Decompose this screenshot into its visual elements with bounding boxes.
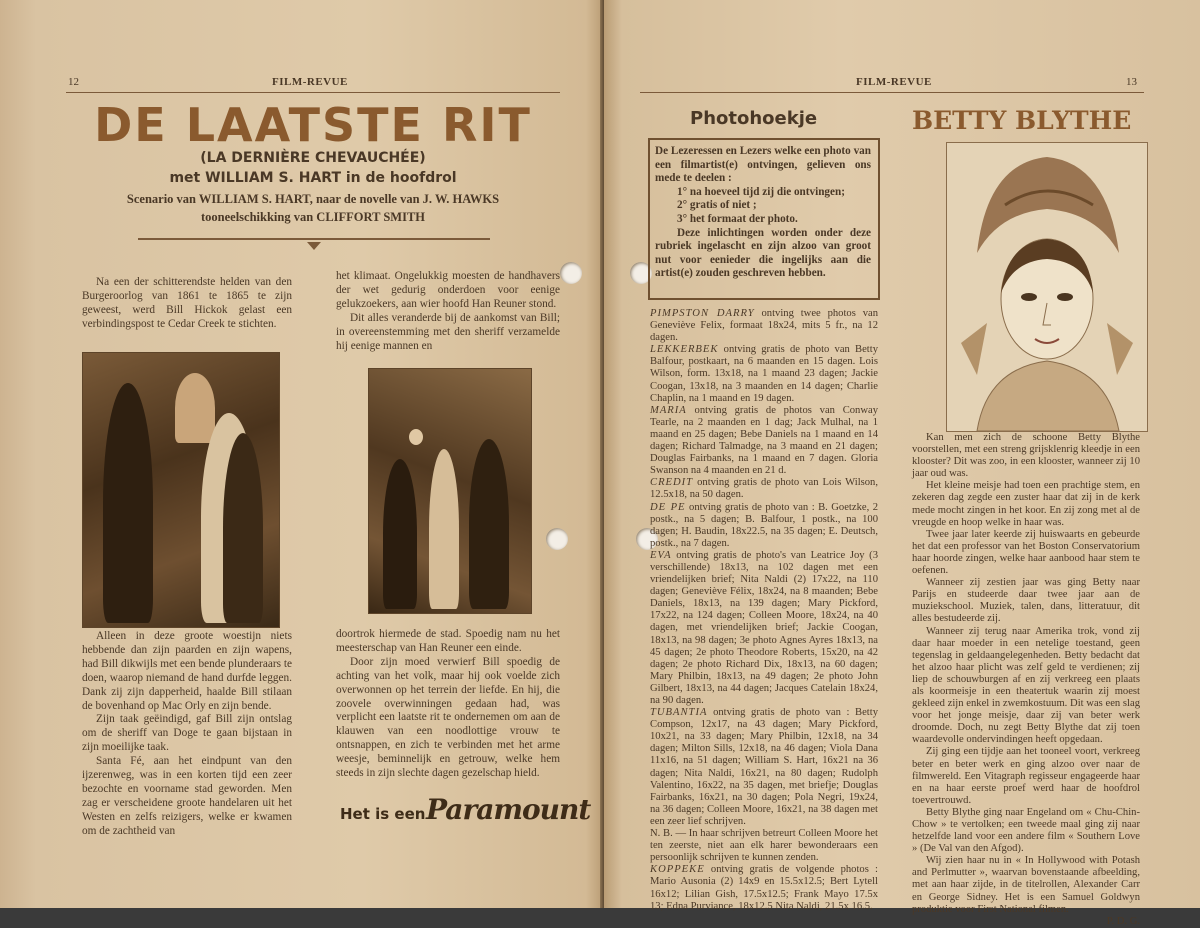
photo-corner-entries xyxy=(650,308,878,913)
column-1-bottom xyxy=(82,630,292,839)
direction-credit: tooneelschikking van CLIFFORT SMITH xyxy=(200,210,426,224)
entry: EVA ontving gratis de photo's van Leatrice Joy (3 verschillende) 18x13, na 102 dagen met een vriendelijken brief; Nita Naldi (2) 17x22, na 110 dagen; Geneviève Félix, 18x24, na 8 maanden; Bebe Daniels, 18x13, na 139 dagen; Mary Pickford, 17x22, na 124 dagen; Colleen Moore, 18x24, na 40 dagen, met vriendelijken brief; Jackie Coogan, 18x13, na 98 dagen; 3e photo Agnes Ayres 18x13, na 45 dagen; 2e photo Theodore Roberts, 15x20, na 42 dagen; 2e photo Richard Dix, 18x13, na 60 dagen; Mary Philbin, 18x13, na 49 dagen; 2e photo John Gilbert, 18x13, na 44 dagen; Jacques Catelain 18x24, na 90 dagen. xyxy=(650,549,878,706)
betty-blythe-article xyxy=(912,432,1140,928)
article-title: DE LAATSTE RIT xyxy=(94,98,532,152)
paragraph: Wanneer zij zestien jaar was ging Betty naar Parijs en studeerde daar twee jaar aan de muziekschool. Muziek, talen, dans, litteratuur, dit alles bestudeerde zij. xyxy=(912,577,1140,625)
scenario-credit: Scenario van WILLIAM S. HART, naar de novelle van J. W. HAWKS xyxy=(126,192,500,206)
paragraph: doortrok hiermede de stad. Spoedig nam nu het meesterschap van Han Reuner een einde. xyxy=(336,628,560,654)
paragraph: Zij ging een tijdje aan het tooneel voort, verkreeg beter en beter werk en ging alzoo over naar de filmwereld. Een Vitagraph regisseur engageerde haar en na haar eerste proef werd haar de hoofdrol toevertrouwd. xyxy=(912,746,1140,806)
notice-line: De Lezeressen en Lezers welke een photo van een filmartist(e) ontvingen, gelieven ons mede te deelen : xyxy=(655,145,871,185)
paragraph: Wanneer zij terug naar Amerika trok, vond zij daar haar moeder in een netelige toestand, geen tegenslag in geldaangelegenheden. Betty bedacht dat het alzoo haar plicht was zelf geld te verdienen; zij liep de schouwburgen af en zij verkreeg een plaats als koormeisje in een theatertuk waarin zij moest gekleed zijn enkel in zwemkostuum. Dit was een slag voor het jonge meisje, daar zij van beter werk droomde. Doch, nu zegt Betty Blythe dat zij toen waardevolle ondervindingen heeft opgedaan. xyxy=(912,625,1140,746)
paramount-advert xyxy=(340,793,591,833)
title-rule xyxy=(138,238,490,240)
advert-prefix: Het is een xyxy=(340,805,426,823)
ornament-icon xyxy=(307,242,321,250)
entry: TUBANTIA ontving gratis de photo van : Betty Compson, 12x17, na 43 dagen; Mary Pickford, 10x21, na 33 dagen; Mary Philbin, 12x18, na 34 dagen; Milton Sills, 12x18, na 46 dagen; Viola Dana 11x16, na 51 dagen; William S. Hart, 16x21 na 36 dagen; Nita Naldi, 16x21, na 80 dagen; Rudolph Valentino, 16x22, na 35 dagen, met briefje; Douglas Fairbanks, 16x21, na 30 dagen; Pola Negri, 19x24, na 36 dagen; Colleen Moore, 16x21, na 38 dagen met een zeer lief schrijven. xyxy=(650,707,878,827)
entry: CREDIT ontving gratis de photo van Lois Wilson, 12.5x18, na 50 dagen. xyxy=(650,477,878,501)
paragraph: Kan men zich de schoone Betty Blythe voorstellen, met een streng grijsklenrig kleedje in een klooster? Dit was zoo, in een klooster, wanneer zij 10 jaar oud was. xyxy=(912,432,1140,480)
betty-blythe-portrait xyxy=(946,142,1148,432)
notice-line: 2° gratis of niet ; xyxy=(677,199,757,212)
running-head-right: FILM-REVUE xyxy=(856,76,932,88)
page-number-left: 12 xyxy=(68,76,79,88)
paragraph: Betty Blythe ging naar Engeland om « Chu-Chin-Chow » te vertolken; een tweede maal ging zij naar hetzelfde land voor een andere film « Southern Love » (De Val van den Afgod). xyxy=(912,806,1140,855)
paragraph: Het kleine meisje had toen een prachtige stem, en zekeren dag zegde een zuster haar dat zij in de kerk mede mocht zingen in het koor. En zij zong met al de vreugde en hoop welke in haar was. xyxy=(912,480,1140,528)
punch-hole xyxy=(560,262,582,284)
entry: DE PE ontving gratis de photo van : B. Goetzke, 2 postk., na 5 dagen; B. Balfour, 1 postk., na 100 dagen; H. Baudin, 18x22.5, na 35 dagen; E. Deutsch, postk., na 7 dagen. xyxy=(650,501,878,549)
page-number-right: 13 xyxy=(1126,76,1137,88)
left-page xyxy=(0,0,604,908)
running-head-left: FILM-REVUE xyxy=(272,76,348,88)
signature: P. D. G. xyxy=(1106,915,1140,927)
header-rule-right xyxy=(640,92,1144,93)
portrait-illustration xyxy=(947,143,1147,431)
photo-notice-text xyxy=(655,145,871,281)
entry: LEKKERBEK ontving gratis de photo van Betty Balfour, postkaart, na 6 maanden en 15 dagen. Lois Wilson, form. 13x18, na 1 maand 23 dagen; Jackie Coogan, 13x18, na 3 maanden en 14 dagen; Charlie Chaplin, na 1 maand en 19 dagen. xyxy=(650,344,878,404)
film-still-photo-2 xyxy=(368,368,532,614)
column-1-top xyxy=(82,276,292,332)
notice-line: 1° na hoeveel tijd zij die ontvingen; xyxy=(677,185,845,198)
header-rule-left xyxy=(66,92,560,93)
paragraph: Santa Fé, aan het eindpunt van den ijzerenweg, was in een korten tijd een zeer bezochte en voorname stad geworden. Men zag er verscheidene groote handelaren uit het Westen en zelfs reizigers, welke er kwamen om de zachtheid van xyxy=(82,755,292,837)
paragraph: het klimaat. Ongelukkig moesten de handhavers der wet gedurig onderdoen voor eenige gelukzoekers, aan wier hoofd Han Reuner stond. xyxy=(336,270,560,310)
paragraph: Na een der schitterendste helden van den Burgeroorlog van 1861 te 1865 te zijn geweest, werd Bill Hickok gelast een verbindingspost te Cedar Creek te stichten. xyxy=(82,276,292,330)
punch-hole xyxy=(546,528,568,550)
article-subtitle-star: met WILLIAM S. HART in de hoofdrol xyxy=(169,170,457,186)
betty-blythe-title: BETTY BLYTHE xyxy=(912,106,1132,135)
film-still-photo-1 xyxy=(82,352,280,628)
entry: N. B. — In haar schrijven betreurt Colleen Moore het ten zeerste, niet aan elk harer bewonderaars een persoonlijk schrijven te kunnen zenden. xyxy=(650,828,878,864)
paramount-logo: Paramount xyxy=(426,793,591,826)
entry: MARIA ontving gratis de photos van Conway Tearle, na 2 maanden en 1 dag; Jack Mulhal, na 1 maand en 25 dagen; Bebe Daniels na 1 maand en 14 dagen; Richard Talmadge, na 3 maand en 21 dagen; Douglas Fairbanks, na 1 maand en 7 dagen. Gloria Swanson na 4 maanden en 21 d. xyxy=(650,404,878,477)
article-subtitle-french: (LA DERNIÈRE CHEVAUCHÉE) xyxy=(200,150,426,166)
entry: PIMPSTON DARRY ontving twee photos van Geneviève Felix, formaat 18x24, mits 5 fr., na 12 dagen. xyxy=(650,308,879,344)
paragraph: Alleen in deze groote woestijn niets hebbende dan zijn paarden en zijn wapens, had Bill dikwijls met een bende plunderaars te doen, waarop niemand de hand durfde leggen. Dank zij zijn dapperheid, haalde Bill stilaan de bovenhand op Mac Orly en zijn bende. xyxy=(82,630,292,712)
column-2-bottom xyxy=(336,628,560,781)
paragraph: Zijn taak geëindigd, gaf Bill zijn ontslag om de sheriff van Doge te gaan bijstaan in zijn moeilijke taak. xyxy=(82,713,292,754)
notice-line: 3° het formaat der photo. xyxy=(677,212,798,225)
paragraph: Dit alles veranderde bij de aankomst van Bill; in overeenstemming met den sheriff verzamelde hij eenige mannen en xyxy=(336,311,560,352)
entry: KOPPEKE ontving gratis de volgende photos : Mario Ausonia (2) 14x9 en 15.5x12.5; Bert Lytell 16x12; Lilian Gish, 17.5x12.5; Frank Mayo 17.5x 13; Edna Purviance, 18x12.5 Nita Naldi, 21.5x 16.5. xyxy=(650,864,878,912)
column-2-top xyxy=(336,270,560,353)
paragraph: Wij zien haar nu in « In Hollywood with Potash and Perlmutter », waarvan bovenstaande afbeelding, met aan haar zijde, in de titelrollen, Alexander Carr en George Sidney. Het is een Samuel Goldwyn produktie voor First National filmen. xyxy=(912,855,1140,915)
paragraph: Door zijn moed verwierf Bill spoedig de achting van het volk, maar hij ook voelde zich overwonnen op het terrein der liefde. En hij, die zoovele overwinningen gedaan had, was verplicht een laatste rit te ondernemen om aan de klauwen van een noodlottige vrouw te ontsnappen, en zich te verbinden met het arme weesje, beminnelijk en getrouw, welke hem steeds in zijn slechte dagen gezelschap hield. xyxy=(336,655,560,780)
notice-line: Deze inlichtingen worden onder deze rubriek ingelascht en zijn alzoo van groot nut voor eenieder die ingelijks aan die artist(e) zouden geschreven hebben. xyxy=(655,226,871,280)
photo-corner-heading: Photohoekje xyxy=(690,108,818,129)
paragraph: Twee jaar later keerde zij huiswaarts en gebeurde het dat een professor van het Boston Conservatorium haar hoorde zingen, welke haar aanbood haar stem te oefenen. xyxy=(912,528,1140,577)
